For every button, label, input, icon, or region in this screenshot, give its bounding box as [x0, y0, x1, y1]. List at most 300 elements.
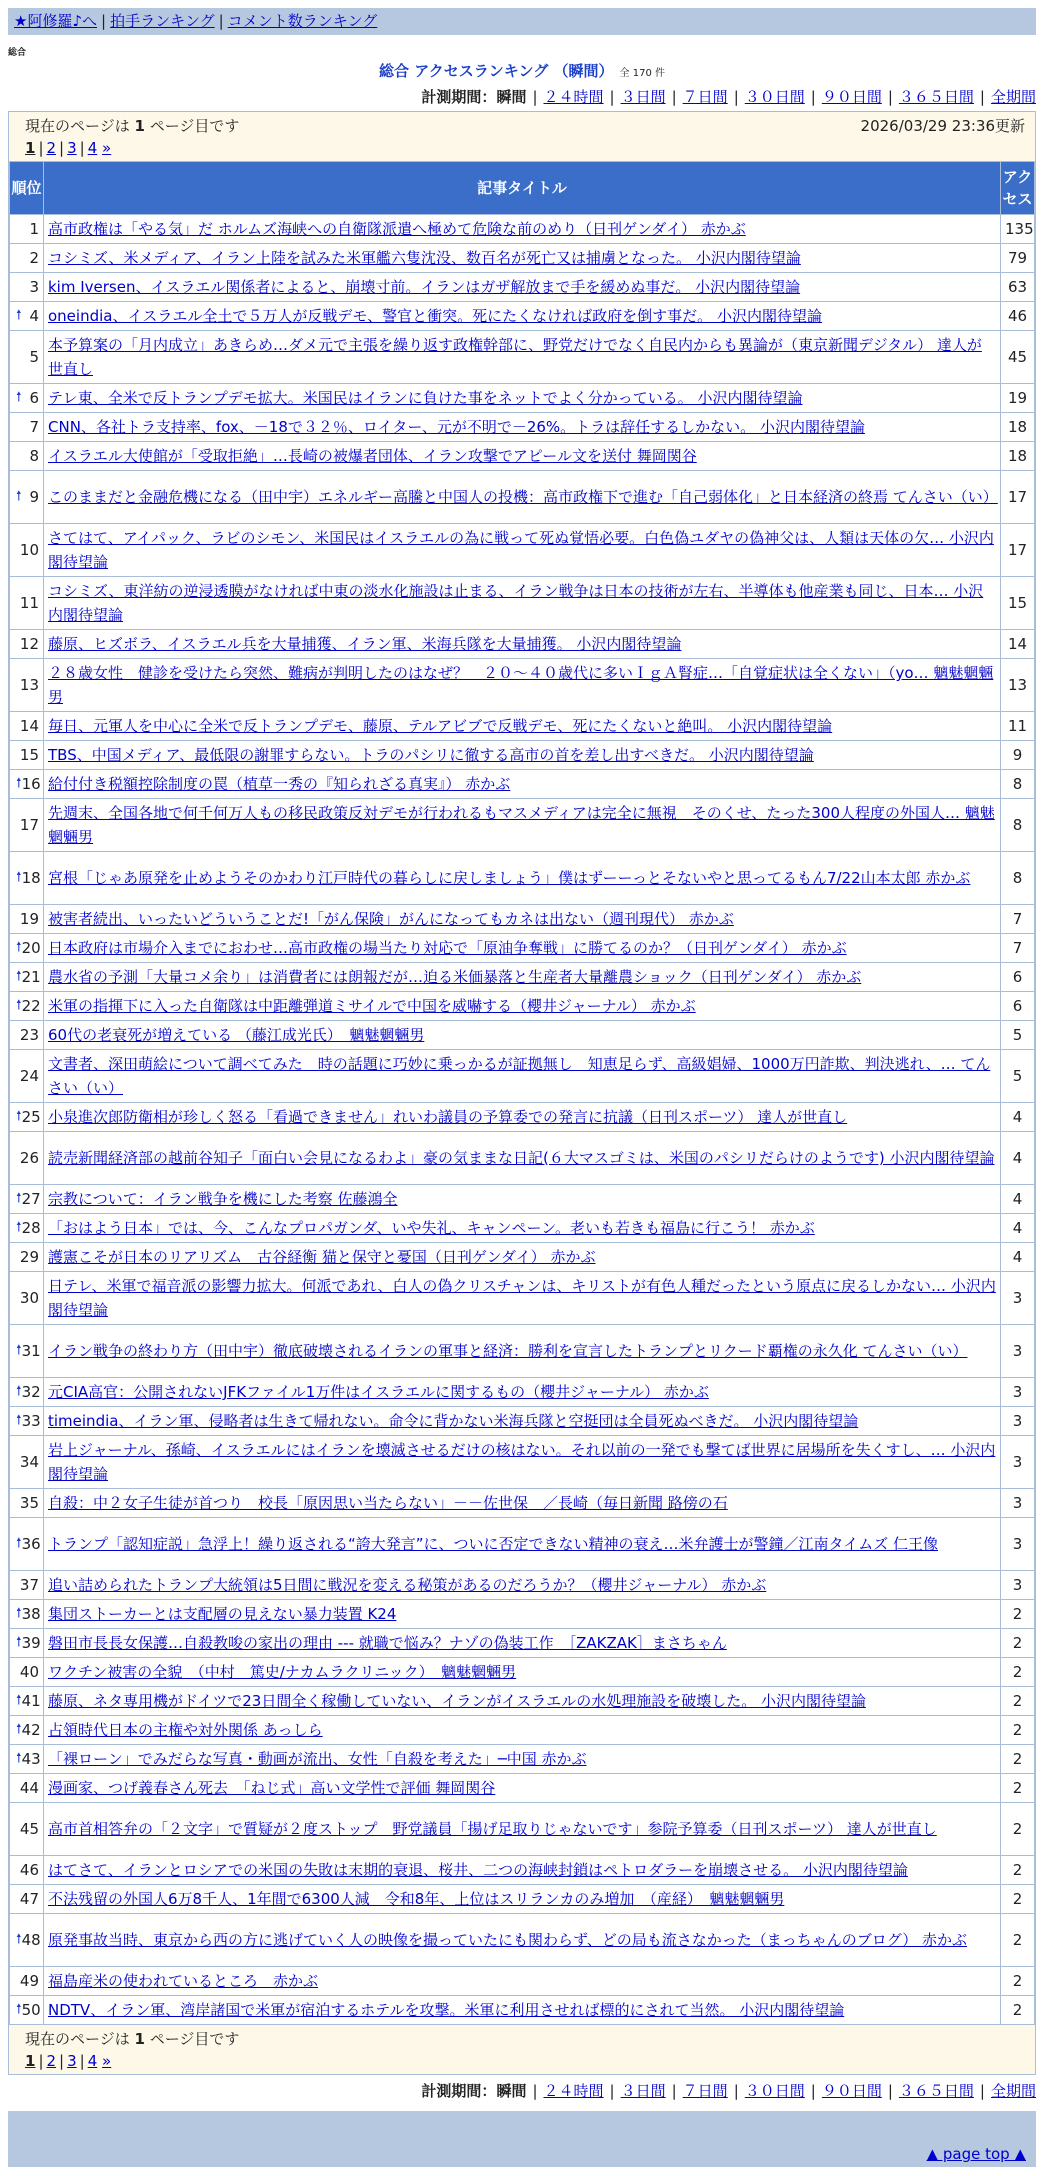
rank-number: 30 [19, 1289, 39, 1307]
period-link-4[interactable]: ３０日間 [744, 88, 805, 106]
next-page-link[interactable]: » [102, 139, 112, 157]
title-cell [44, 1716, 1001, 1745]
page-info-line [25, 2028, 1025, 2050]
article-title-link[interactable]: 小泉進次郎防衛相が珍しく怒る「看過できません」れいわ議員の予算委での発言に抗議（日刊スポーツ） 達人が世直し [48, 1108, 848, 1126]
rank-number: 49 [19, 1972, 39, 1990]
rank-cell [10, 852, 44, 905]
access-count-cell: 8 [1001, 799, 1035, 852]
access-count-cell: 2 [1001, 1774, 1035, 1803]
nav-separator: | [218, 12, 224, 30]
table-row [10, 799, 1035, 852]
rank-number: 2 [29, 249, 39, 267]
access-count-cell: 17 [1001, 471, 1035, 524]
rank-number: 22 [21, 997, 41, 1015]
home-link[interactable]: ★阿修羅♪へ [14, 12, 98, 30]
title-cell [44, 1856, 1001, 1885]
access-count-cell: 5 [1001, 1050, 1035, 1103]
period-link-2[interactable]: ３日間 [620, 2082, 666, 2100]
access-count-cell: 6 [1001, 992, 1035, 1021]
access-count-cell: 2 [1001, 1803, 1035, 1856]
rank-number: 20 [21, 939, 41, 957]
period-link-2[interactable]: ３日間 [620, 88, 666, 106]
rank-cell [10, 992, 44, 1021]
access-count-cell: 13 [1001, 659, 1035, 712]
total-count: 全 170 件 [619, 68, 665, 79]
rank-cell [10, 1967, 44, 1996]
table-row [10, 741, 1035, 770]
period-link-3[interactable]: ７日間 [682, 88, 728, 106]
page-link-2[interactable]: 2 [46, 2052, 57, 2070]
rank-number: 10 [19, 541, 39, 559]
rank-cell [10, 1687, 44, 1716]
article-title-link[interactable]: TBS、中国メディア、最低限の謝罪すらない。トラのパシリに徹する高市の首を差し出すべきだ。 小沢内閣待望論 [48, 746, 814, 764]
rank-cell [10, 963, 44, 992]
access-count-cell: 3 [1001, 1489, 1035, 1518]
title-cell [44, 273, 1001, 302]
article-title-link[interactable]: 文書者、深田萌絵について調べてみた 時の話題に巧妙に乗っかるが証拠無し 知恵足らず、高級娼婦、1000万円詐欺、判決逃れ、… てんさい（い） [48, 1055, 991, 1097]
article-title-link[interactable]: 60代の老衰死が増えている （藤江成光氏） 魑魅魍魎男 [48, 1026, 425, 1044]
rank-cell [10, 770, 44, 799]
rank-cell [10, 524, 44, 577]
access-count-cell: 6 [1001, 963, 1035, 992]
article-title-link[interactable]: 磐田市長長女保護…自殺教唆の家出の理由 --- 就職で悩み？ナゾの偽装工作 ［ZAKZAK］まさちゃん [48, 1634, 727, 1652]
table-row [10, 1967, 1035, 1996]
access-count-cell: 3 [1001, 1436, 1035, 1489]
article-title-link[interactable]: 宗教について：イラン戦争を機にした考察 佐藤鴻全 [48, 1190, 398, 1208]
rank-cell [10, 384, 44, 413]
article-title-link[interactable]: 「裸ローン」でみだらな写真・動画が流出、女性「自殺を考えた」─中国 赤かぶ [48, 1750, 587, 1768]
table-row [10, 471, 1035, 524]
article-title-link[interactable]: CNN、各社トラ支持率、fox、－18で３２％、ロイター、元が不明で－26%。トラは辞任するしかない。 小沢内閣待望論 [48, 418, 865, 436]
rank-number: 50 [21, 2001, 41, 2019]
article-title-link[interactable]: 不法残留の外国人6万8千人、1年間で6300人減 令和8年、上位はスリランカのみ増加 （産経） 魑魅魍魎男 [48, 1890, 785, 1908]
rank-cell [10, 1407, 44, 1436]
period-selector-top [8, 86, 1036, 107]
rank-number: 5 [29, 348, 39, 366]
rank-number: 6 [29, 389, 39, 407]
article-title-link[interactable]: テレ東、全米で反トランプデモ拡大。米国民はイランに負けた事をネットでよく分かっている。 小沢内閣待望論 [48, 389, 803, 407]
rank-number: 47 [19, 1890, 39, 1908]
article-title-link[interactable]: 元CIA高官：公開されないJFKファイル1万件はイスラエルに関するもの（櫻井ジャーナル） 赤かぶ [48, 1383, 709, 1401]
top-nav-bar [8, 8, 1036, 35]
rank-cell [10, 302, 44, 331]
title-cell [44, 770, 1001, 799]
article-title-link[interactable]: 藤原、ヒズボラ、イスラエル兵を大量捕獲、イラン軍、米海兵隊を大量捕獲。 小沢内閣待望論 [48, 635, 682, 653]
article-title-link[interactable]: 藤原、ネタ専用機がドイツで23日間全く稼働していない、イランがイスラエルの水処理施設を破壊した。 小沢内閣待望論 [48, 1692, 866, 1710]
rank-number: 12 [19, 635, 39, 653]
rank-up-arrow-icon: 🠕 [16, 1109, 22, 1124]
rank-number: 38 [21, 1605, 41, 1623]
table-row [10, 1774, 1035, 1803]
rank-up-arrow-icon: 🠕 [16, 969, 22, 984]
period-separator: | [609, 88, 615, 106]
table-row [10, 712, 1035, 741]
access-count-cell: 7 [1001, 934, 1035, 963]
access-count-cell: 11 [1001, 712, 1035, 741]
table-row [10, 1489, 1035, 1518]
period-label: 計測期間： [421, 2082, 497, 2100]
article-title-link[interactable]: このままだと金融危機になる（田中宇）エネルギー高騰と中国人の投機：高市政権下で進む「自己弱体化」と日本経済の終焉 てんさい（い） [48, 488, 998, 506]
period-separator: | [532, 2082, 538, 2100]
article-title-link[interactable]: 本予算案の「月内成立」あきらめ…ダメ元で主張を繰り返す政権幹部に、野党だけでなく自民内からも異論が（東京新聞デジタル） 達人が世直し [48, 336, 982, 378]
rank-number: 11 [19, 594, 39, 612]
rank-header: 順位 [10, 162, 44, 215]
rank-number: 48 [21, 1931, 41, 1949]
period-link-4[interactable]: ３０日間 [744, 2082, 805, 2100]
rank-cell [10, 1745, 44, 1774]
title-cell [44, 1214, 1001, 1243]
article-title-link[interactable]: 護憲こそが日本のリアリズム 古谷経衡 猫と保守と憂国（日刊ゲンダイ） 赤かぶ [48, 1248, 596, 1266]
pagination [25, 2050, 1025, 2072]
rank-number: 39 [21, 1634, 41, 1652]
article-title-link[interactable]: 宮根「じゃあ原発を止めようそのかわり江戸時代の暮らしに戻しましょう」僕はずーーっとそないやと思ってるもん7/22山本太郎 赤かぶ [48, 869, 971, 887]
page-current: 1 [25, 2052, 36, 2070]
rank-cell [10, 1803, 44, 1856]
article-title-link[interactable]: 被害者続出、いったいどういうことだ!「がん保険」がんになってもカネは出ない（週刊現代） 赤かぶ [48, 910, 734, 928]
rank-cell [10, 1856, 44, 1885]
table-row [10, 215, 1035, 244]
article-title-link[interactable]: 自殺：中２女子生徒が首つり 校長「原因思い当たらない」－－佐世保 ／長崎（毎日新聞 路傍の石 [48, 1494, 728, 1512]
article-title-link[interactable]: トランプ「認知症説」急浮上！繰り返される“誇大発言”に、ついに否定できない精神の衰え…米弁護士が警鐘／江南タイムズ 仁王像 [48, 1535, 939, 1553]
access-count-cell: 2 [1001, 1600, 1035, 1629]
section-label: 総合 [8, 48, 27, 58]
period-separator: | [532, 88, 538, 106]
title-cell [44, 963, 1001, 992]
access-count-cell: 2 [1001, 1629, 1035, 1658]
title-cell [44, 1243, 1001, 1272]
page-link-4[interactable]: 4 [87, 2052, 98, 2070]
article-title-link[interactable]: timeindia、イラン軍、侵略者は生きて帰れない。命令に背かない米海兵隊と空挺団は全員死ぬべきだ。 小沢内閣待望論 [48, 1412, 859, 1430]
rank-up-arrow-icon: 🠕 [16, 1384, 22, 1399]
table-row [10, 1407, 1035, 1436]
article-title-link[interactable]: 日テレ、米軍で福音派の影響力拡大。何派であれ、白人の偽クリスチャンは、キリストが有色人種だったという原点に戻るしかない… 小沢内閣待望論 [48, 1277, 996, 1319]
title-cell [44, 215, 1001, 244]
rank-cell [10, 1325, 44, 1378]
table-row [10, 244, 1035, 273]
table-row [10, 1996, 1035, 2025]
table-row [10, 1325, 1035, 1378]
rank-number: 8 [29, 447, 39, 465]
rank-cell [10, 1489, 44, 1518]
article-title-link[interactable]: 占領時代日本の主権や対外関係 あっしら [48, 1721, 323, 1739]
rank-up-arrow-icon: 🠕 [16, 1635, 22, 1650]
article-title-link[interactable]: イラン戦争の終わり方（田中宇）徹底破壊されるイランの軍事と経済：勝利を宣言したトランプとリクード覇権の永久化 てんさい（い） [48, 1342, 968, 1360]
title-cell [44, 1629, 1001, 1658]
rank-up-arrow-icon: 🠕 [16, 1751, 22, 1766]
article-title-link[interactable]: 「おはよう日本」では、今、こんなプロパガンダ、いや失礼、キャンペーン。老いも若きも福島に行こう！ 赤かぶ [48, 1219, 815, 1237]
rank-number: 43 [21, 1750, 41, 1768]
access-count-cell: 46 [1001, 302, 1035, 331]
rank-cell [10, 1774, 44, 1803]
access-count-cell: 135 [1001, 215, 1035, 244]
rank-cell [10, 1214, 44, 1243]
rank-cell [10, 244, 44, 273]
access-count-cell: 2 [1001, 1687, 1035, 1716]
article-title-link[interactable]: 読売新聞経済部の越前谷知子「面白い会見になるわよ」豪の気ままな日記(６大マスゴミは、米国のパシリだらけのようです) 小沢内閣待望論 [48, 1149, 995, 1167]
access-count-cell: 18 [1001, 413, 1035, 442]
period-link-7[interactable]: 全期間 [990, 88, 1036, 106]
table-row [10, 302, 1035, 331]
rank-cell [10, 1600, 44, 1629]
table-row [10, 1518, 1035, 1571]
rank-cell [10, 1914, 44, 1967]
access-count-cell: 5 [1001, 1021, 1035, 1050]
rank-up-arrow-icon: 🠕 [16, 1413, 22, 1428]
period-separator: | [609, 2082, 615, 2100]
rank-cell [10, 331, 44, 384]
rank-number: 33 [21, 1412, 41, 1430]
table-row [10, 1856, 1035, 1885]
table-row [10, 1103, 1035, 1132]
rank-up-arrow-icon: 🠕 [16, 940, 22, 955]
period-link-6[interactable]: ３６５日間 [898, 88, 974, 106]
access-count-cell: 4 [1001, 1103, 1035, 1132]
period-link-5[interactable]: ９０日間 [821, 2082, 882, 2100]
rank-number: 13 [19, 676, 39, 694]
table-row [10, 1803, 1035, 1856]
access-count-cell: 4 [1001, 1132, 1035, 1185]
title-cell [44, 524, 1001, 577]
article-title-link[interactable]: 原発事故当時、東京から西の方に逃げていく人の映像を撮っていたにも関わらず、どの局も流さなかった（まっちゃんのブログ） 赤かぶ [48, 1931, 968, 1949]
page-separator: | [59, 139, 65, 157]
period-link-1[interactable]: ２４時間 [543, 88, 604, 106]
title-cell [44, 1021, 1001, 1050]
table-row [10, 577, 1035, 630]
rank-number: 26 [19, 1149, 39, 1167]
rank-number: 29 [19, 1248, 39, 1266]
article-title-link[interactable]: ２８歳女性 健診を受けたら突然、難病が判明したのはなぜ？ ２０～４０歳代に多いＩｇＡ腎症…「自覚症状は全くない」（yo… 魑魅魍魎男 [48, 664, 994, 706]
title-cell [44, 1103, 1001, 1132]
access-count-cell: 3 [1001, 1272, 1035, 1325]
article-title-link[interactable]: kim Iversen、イスラエル関係者によると、崩壊寸前。イランはガザ解放まで手を緩めぬ事だ。 小沢内閣待望論 [48, 278, 801, 296]
page-link-2[interactable]: 2 [46, 139, 57, 157]
title-cell [44, 1518, 1001, 1571]
rank-cell [10, 1050, 44, 1103]
rank-number: 15 [19, 746, 39, 764]
table-row [10, 1658, 1035, 1687]
next-page-link[interactable]: » [102, 2052, 112, 2070]
rank-number: 35 [19, 1494, 39, 1512]
rank-cell [10, 577, 44, 630]
rank-number: 18 [21, 869, 41, 887]
title-cell [44, 384, 1001, 413]
access-count-cell: 3 [1001, 1325, 1035, 1378]
period-link-3[interactable]: ７日間 [682, 2082, 728, 2100]
article-title-link[interactable]: 集団ストーカーとは支配層の見えない暴力装置 K24 [48, 1605, 397, 1623]
table-row [10, 1745, 1035, 1774]
period-link-7[interactable]: 全期間 [990, 2082, 1036, 2100]
title-cell [44, 413, 1001, 442]
period-link-1[interactable]: ２４時間 [543, 2082, 604, 2100]
title-cell [44, 1996, 1001, 2025]
title-cell [44, 1914, 1001, 1967]
title-cell [44, 1658, 1001, 1687]
rank-number: 21 [21, 968, 41, 986]
current-page-number: 1 [134, 117, 145, 135]
access-count-cell: 4 [1001, 1243, 1035, 1272]
rank-number: 9 [29, 488, 39, 506]
rank-cell [10, 741, 44, 770]
article-title-link[interactable]: oneindia、イスラエル全土で５万人が反戦デモ、警官と衝突。死にたくなければ政府を倒す事だ。 小沢内閣待望論 [48, 307, 822, 325]
title-cell [44, 442, 1001, 471]
title-cell [44, 302, 1001, 331]
article-title-link[interactable]: はてさて、イランとロシアでの米国の失敗は末期的衰退、桜井、二つの海峡封鎖はペトロダラーを崩壊させる。 小沢内閣待望論 [48, 1861, 908, 1879]
rank-number: 28 [21, 1219, 41, 1237]
article-title-link[interactable]: ワクチン被害の全貌 （中村 篤史/ナカムラクリニック） 魑魅魍魎男 [48, 1663, 517, 1681]
period-separator: | [733, 2082, 739, 2100]
rank-number: 31 [21, 1342, 41, 1360]
updated-timestamp: 2026/03/29 23:36更新 [860, 117, 1025, 135]
page-link-4[interactable]: 4 [87, 139, 98, 157]
access-header: アクセス [1001, 162, 1035, 215]
rank-number: 3 [29, 278, 39, 296]
title-cell [44, 1132, 1001, 1185]
rank-up-arrow-icon: 🠕 [16, 489, 22, 504]
access-count-cell: 4 [1001, 1214, 1035, 1243]
title-cell [44, 905, 1001, 934]
table-row [10, 1272, 1035, 1325]
rank-number: 46 [19, 1861, 39, 1879]
rank-number: 14 [19, 717, 39, 735]
rank-number: 7 [29, 418, 39, 436]
title-cell [44, 1272, 1001, 1325]
page-separator: | [38, 2052, 44, 2070]
rank-number: 27 [21, 1190, 41, 1208]
article-title-link[interactable]: 高市首相答弁の「２文字」で質疑が２度ストップ 野党議員「揚げ足取りじゃないです」参院予算委（日刊スポーツ） 達人が世直し [48, 1820, 937, 1838]
access-count-cell: 2 [1001, 1967, 1035, 1996]
rank-up-arrow-icon: 🠕 [16, 1693, 22, 1708]
period-separator: | [979, 2082, 985, 2100]
rank-number: 37 [19, 1576, 39, 1594]
ranking-box [8, 111, 1036, 2075]
rank-up-arrow-icon: 🠕 [16, 1220, 22, 1235]
ranking-heading [0, 60, 1044, 81]
title-cell [44, 1774, 1001, 1803]
article-title-link[interactable]: 農水省の予測「大量コメ余り」は消費者には朗報だが…迫る米価暴落と生産者大量離農ショック（日刊ゲンダイ） 赤かぶ [48, 968, 862, 986]
period-separator: | [671, 88, 677, 106]
ranking-table [9, 161, 1035, 2025]
article-title-link[interactable]: 漫画家、つげ義春さん死去 「ねじ式」高い文学性で評価 舞岡関谷 [48, 1779, 496, 1797]
period-separator: | [810, 88, 816, 106]
article-title-link[interactable]: 先週末、全国各地で何千何万人もの移民政策反対デモが行われるもマスメディアは完全に無視 そのくせ、たった300人程度の外国人… 魑魅魍魎男 [48, 804, 995, 846]
title-cell [44, 471, 1001, 524]
table-row [10, 1021, 1035, 1050]
rank-number: 24 [19, 1067, 39, 1085]
article-title-link[interactable]: 毎日、元軍人を中心に全米で反トランプデモ、藤原、テルアビブで反戦デモ、死にたくないと絶叫。 小沢内閣待望論 [48, 717, 833, 735]
article-title-link[interactable]: 高市政権は「やる気」だ ホルムズ海峡への自衛隊派遣へ極めて危険な前のめり（日刊ゲンダイ） 赤かぶ [48, 220, 746, 238]
rank-cell [10, 799, 44, 852]
rank-cell [10, 1658, 44, 1687]
rank-cell [10, 1103, 44, 1132]
article-title-link[interactable]: コシミズ、米メディア、イラン上陸を試みた米軍艦六隻沈没、数百名が死亡又は捕虜となった。 小沢内閣待望論 [48, 249, 801, 267]
rank-number: 25 [21, 1108, 41, 1126]
table-row [10, 630, 1035, 659]
page-info-top [9, 112, 1035, 161]
page-link-3[interactable]: 3 [67, 139, 77, 157]
rank-up-arrow-icon: 🠕 [16, 1722, 22, 1737]
rank-cell [10, 1996, 44, 2025]
table-row [10, 992, 1035, 1021]
rank-cell [10, 1378, 44, 1407]
rank-number: 44 [19, 1779, 39, 1797]
page-top-link[interactable]: ▲ page top ▲ [926, 2145, 1026, 2163]
table-row [10, 770, 1035, 799]
clap-ranking-link[interactable]: 拍手ランキング [110, 12, 215, 30]
current-page-number: 1 [134, 2030, 145, 2048]
period-label: 計測期間： [421, 88, 497, 106]
title-cell [44, 577, 1001, 630]
page-link-3[interactable]: 3 [67, 2052, 77, 2070]
current-page-text: 現在のページは 1 ページ目です [25, 2030, 240, 2048]
table-row [10, 1185, 1035, 1214]
rank-number: 41 [21, 1692, 41, 1710]
access-count-cell: 2 [1001, 1856, 1035, 1885]
rank-number: 40 [19, 1663, 39, 1681]
page-separator: | [38, 139, 44, 157]
table-row [10, 1243, 1035, 1272]
article-title-link[interactable]: 日本政府は市場介入までにおわせ…高市政権の場当たり対応で「原油争奪戦」に勝てるのか？（日刊ゲンダイ） 赤かぶ [48, 939, 847, 957]
article-title-link[interactable]: NDTV、イラン軍、湾岸諸国で米軍が宿泊するホテルを攻撃。米軍に利用させれば標的にされて当然。 小沢内閣待望論 [48, 2001, 845, 2019]
access-count-cell: 8 [1001, 852, 1035, 905]
rank-up-arrow-icon: 🠕 [16, 1191, 22, 1206]
nav-separator: | [101, 12, 107, 30]
title-cell [44, 799, 1001, 852]
article-title-link[interactable]: コシミズ、東洋紡の逆浸透膜がなければ中東の淡水化施設は止まる、イラン戦争は日本の技術が左右、半導体も他産業も同じ、日本… 小沢内閣待望論 [48, 582, 984, 624]
table-row [10, 413, 1035, 442]
access-count-cell: 4 [1001, 1185, 1035, 1214]
access-count-cell: 18 [1001, 442, 1035, 471]
period-link-6[interactable]: ３６５日間 [898, 2082, 974, 2100]
article-title-link[interactable]: 岩上ジャーナル、孫崎、イスラエルにはイランを壊滅させるだけの核はない。それ以前の一発でも撃てば世界に居場所を失くすし、… 小沢内閣待望論 [48, 1441, 996, 1483]
rank-up-arrow-icon: 🠕 [16, 308, 22, 323]
rank-cell [10, 273, 44, 302]
comment-ranking-link[interactable]: コメント数ランキング [227, 12, 378, 30]
article-title-link[interactable]: 福島産米の使われているところ 赤かぶ [48, 1972, 319, 1990]
table-row [10, 1050, 1035, 1103]
period-link-5[interactable]: ９０日間 [821, 88, 882, 106]
title-cell [44, 630, 1001, 659]
table-row [10, 1885, 1035, 1914]
rank-up-arrow-icon: 🠕 [16, 2002, 22, 2017]
rank-up-arrow-icon: 🠕 [16, 390, 22, 405]
article-title-link[interactable]: さてはて、アイパック、ラビのシモン、米国民はイスラエルの為に戦って死ぬ覚悟必要。白色偽ユダヤの偽神父は、人類は天体の欠… 小沢内閣待望論 [48, 529, 994, 571]
title-cell [44, 1436, 1001, 1489]
period-separator: | [810, 2082, 816, 2100]
title-cell [44, 1803, 1001, 1856]
rank-number: 36 [21, 1535, 41, 1553]
access-count-cell: 2 [1001, 1716, 1035, 1745]
article-title-link[interactable]: 追い詰められたトランプ大統領は5日間に戦況を変える秘策があるのだろうか？（櫻井ジャーナル） 赤かぶ [48, 1576, 767, 1594]
title-cell [44, 852, 1001, 905]
access-count-cell: 7 [1001, 905, 1035, 934]
period-current: 瞬間 [496, 88, 527, 106]
article-title-link[interactable]: 給付付き税額控除制度の罠（植草一秀の『知られざる真実』） 赤かぶ [48, 775, 511, 793]
access-count-cell: 3 [1001, 1407, 1035, 1436]
title-header: 記事タイトル [44, 162, 1001, 215]
title-cell [44, 1967, 1001, 1996]
article-title-link[interactable]: 米軍の指揮下に入った自衛隊は中距離弾道ミサイルで中国を威嚇する（櫻井ジャーナル） 赤かぶ [48, 997, 696, 1015]
rank-cell [10, 1021, 44, 1050]
rank-cell [10, 1272, 44, 1325]
access-count-cell: 9 [1001, 741, 1035, 770]
table-row [10, 852, 1035, 905]
title-cell [44, 1600, 1001, 1629]
rank-number: 34 [19, 1453, 39, 1471]
title-cell [44, 244, 1001, 273]
article-title-link[interactable]: イスラエル大使館が「受取拒絶」…長崎の被爆者団体、イラン攻撃でアピール文を送付 舞岡関谷 [48, 447, 697, 465]
page-separator: | [59, 2052, 65, 2070]
rank-up-arrow-icon: 🠕 [16, 1932, 22, 1947]
